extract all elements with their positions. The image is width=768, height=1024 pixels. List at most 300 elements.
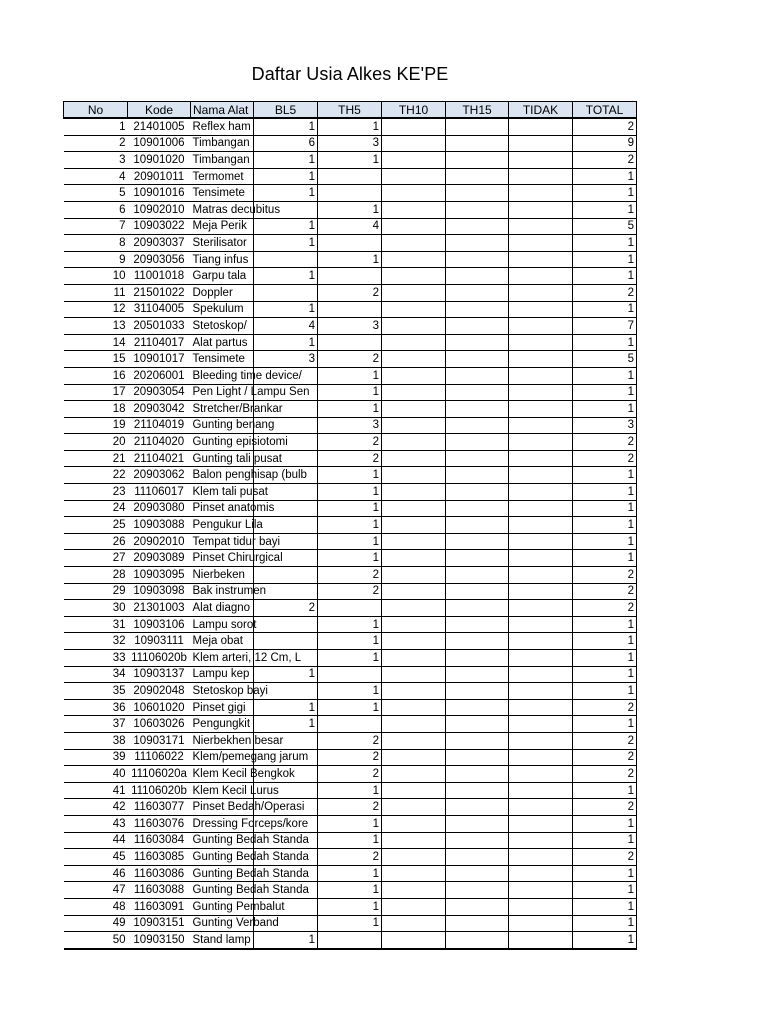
cell-th5[interactable]: 1 xyxy=(318,484,382,501)
cell-th5[interactable]: 1 xyxy=(318,251,382,268)
cell-nama-alat[interactable]: Bak instrumen xyxy=(191,583,254,600)
cell-nama-alat[interactable]: Pinset Chirurgical xyxy=(191,550,254,567)
cell-th15[interactable] xyxy=(446,467,509,484)
cell-nama-alat[interactable]: Klem Kecil Lurus xyxy=(191,782,254,799)
cell-th10[interactable] xyxy=(382,533,446,550)
cell-tidak[interactable] xyxy=(509,201,573,218)
cell-kode[interactable]: 20206001 xyxy=(128,367,191,384)
cell-kode[interactable]: 10901020 xyxy=(128,152,191,169)
cell-kode[interactable]: 10903137 xyxy=(128,666,191,683)
cell-kode[interactable]: 11603084 xyxy=(128,832,191,849)
cell-th15[interactable] xyxy=(446,932,509,949)
cell-th10[interactable] xyxy=(382,616,446,633)
cell-kode[interactable]: 10903098 xyxy=(128,583,191,600)
cell-tidak[interactable] xyxy=(509,533,573,550)
cell-th5[interactable]: 2 xyxy=(318,766,382,783)
cell-nama-alat[interactable]: Pengungkit xyxy=(191,716,254,733)
cell-total[interactable]: 2 xyxy=(573,434,637,451)
cell-bl5[interactable]: 1 xyxy=(254,716,318,733)
cell-kode[interactable]: 10903095 xyxy=(128,567,191,584)
cell-th10[interactable] xyxy=(382,716,446,733)
cell-th15[interactable] xyxy=(446,666,509,683)
cell-nama-alat[interactable]: Matras decubitus xyxy=(191,201,254,218)
cell-total[interactable]: 1 xyxy=(573,832,637,849)
cell-total[interactable]: 2 xyxy=(573,766,637,783)
cell-nama-alat[interactable]: Doppler xyxy=(191,284,254,301)
cell-nama-alat[interactable]: Gunting Pembalut xyxy=(191,898,254,915)
cell-no[interactable]: 26 xyxy=(64,533,128,550)
cell-kode[interactable]: 10903150 xyxy=(128,932,191,949)
cell-nama-alat[interactable]: Tensimete xyxy=(191,351,254,368)
cell-th15[interactable] xyxy=(446,434,509,451)
cell-no[interactable]: 34 xyxy=(64,666,128,683)
header-th5[interactable]: TH5 xyxy=(318,102,382,119)
cell-th15[interactable] xyxy=(446,284,509,301)
cell-nama-alat[interactable]: Klem tali pusat xyxy=(191,484,254,501)
cell-tidak[interactable] xyxy=(509,716,573,733)
cell-th5[interactable]: 1 xyxy=(318,384,382,401)
cell-th10[interactable] xyxy=(382,168,446,185)
cell-tidak[interactable] xyxy=(509,616,573,633)
cell-tidak[interactable] xyxy=(509,799,573,816)
cell-total[interactable]: 1 xyxy=(573,915,637,932)
cell-nama-alat[interactable]: Tiang infus xyxy=(191,251,254,268)
cell-th5[interactable]: 1 xyxy=(318,683,382,700)
cell-total[interactable]: 2 xyxy=(573,583,637,600)
cell-th10[interactable] xyxy=(382,417,446,434)
cell-tidak[interactable] xyxy=(509,351,573,368)
cell-total[interactable]: 7 xyxy=(573,318,637,335)
cell-kode[interactable]: 20902048 xyxy=(128,683,191,700)
cell-total[interactable]: 1 xyxy=(573,782,637,799)
cell-total[interactable]: 1 xyxy=(573,334,637,351)
cell-total[interactable]: 1 xyxy=(573,815,637,832)
cell-kode[interactable]: 11106020b xyxy=(128,650,191,667)
cell-no[interactable]: 15 xyxy=(64,351,128,368)
cell-th10[interactable] xyxy=(382,401,446,418)
cell-th15[interactable] xyxy=(446,168,509,185)
cell-tidak[interactable] xyxy=(509,517,573,534)
cell-th10[interactable] xyxy=(382,301,446,318)
cell-nama-alat[interactable]: Stetoskop bayi xyxy=(191,683,254,700)
cell-th15[interactable] xyxy=(446,118,509,135)
cell-th10[interactable] xyxy=(382,600,446,617)
cell-th15[interactable] xyxy=(446,799,509,816)
cell-th10[interactable] xyxy=(382,434,446,451)
cell-th5[interactable]: 1 xyxy=(318,915,382,932)
cell-tidak[interactable] xyxy=(509,251,573,268)
cell-nama-alat[interactable]: Dressing Forceps/kore xyxy=(191,815,254,832)
cell-no[interactable]: 24 xyxy=(64,500,128,517)
cell-bl5[interactable]: 1 xyxy=(254,185,318,202)
cell-th10[interactable] xyxy=(382,135,446,152)
cell-bl5[interactable]: 1 xyxy=(254,666,318,683)
cell-tidak[interactable] xyxy=(509,666,573,683)
cell-total[interactable]: 1 xyxy=(573,633,637,650)
cell-th15[interactable] xyxy=(446,567,509,584)
cell-no[interactable]: 42 xyxy=(64,799,128,816)
cell-tidak[interactable] xyxy=(509,699,573,716)
cell-nama-alat[interactable]: Spekulum xyxy=(191,301,254,318)
cell-th5[interactable]: 2 xyxy=(318,567,382,584)
cell-nama-alat[interactable]: Meja obat xyxy=(191,633,254,650)
cell-kode[interactable]: 20903089 xyxy=(128,550,191,567)
cell-kode[interactable]: 20501033 xyxy=(128,318,191,335)
cell-th10[interactable] xyxy=(382,201,446,218)
cell-th10[interactable] xyxy=(382,666,446,683)
cell-no[interactable]: 43 xyxy=(64,815,128,832)
cell-kode[interactable]: 21104021 xyxy=(128,450,191,467)
cell-th5[interactable]: 2 xyxy=(318,749,382,766)
cell-total[interactable]: 1 xyxy=(573,401,637,418)
cell-no[interactable]: 48 xyxy=(64,898,128,915)
cell-th5[interactable]: 3 xyxy=(318,135,382,152)
cell-tidak[interactable] xyxy=(509,500,573,517)
cell-no[interactable]: 16 xyxy=(64,367,128,384)
cell-th10[interactable] xyxy=(382,932,446,949)
cell-th10[interactable] xyxy=(382,251,446,268)
cell-total[interactable]: 1 xyxy=(573,898,637,915)
cell-tidak[interactable] xyxy=(509,401,573,418)
cell-kode[interactable]: 31104005 xyxy=(128,301,191,318)
cell-th5[interactable]: 1 xyxy=(318,201,382,218)
cell-kode[interactable]: 11603088 xyxy=(128,882,191,899)
cell-th15[interactable] xyxy=(446,782,509,799)
cell-total[interactable]: 2 xyxy=(573,118,637,135)
cell-th5[interactable]: 1 xyxy=(318,815,382,832)
cell-th10[interactable] xyxy=(382,450,446,467)
cell-no[interactable]: 21 xyxy=(64,450,128,467)
cell-total[interactable]: 1 xyxy=(573,666,637,683)
cell-th10[interactable] xyxy=(382,118,446,135)
cell-total[interactable]: 2 xyxy=(573,732,637,749)
cell-no[interactable]: 4 xyxy=(64,168,128,185)
cell-tidak[interactable] xyxy=(509,600,573,617)
cell-nama-alat[interactable]: Pinset Bedah/Operasi xyxy=(191,799,254,816)
cell-total[interactable]: 1 xyxy=(573,168,637,185)
cell-th10[interactable] xyxy=(382,334,446,351)
cell-th10[interactable] xyxy=(382,268,446,285)
cell-th15[interactable] xyxy=(446,650,509,667)
cell-kode[interactable]: 11106022 xyxy=(128,749,191,766)
cell-tidak[interactable] xyxy=(509,168,573,185)
cell-th15[interactable] xyxy=(446,517,509,534)
cell-th15[interactable] xyxy=(446,235,509,252)
cell-bl5[interactable] xyxy=(254,517,318,534)
cell-nama-alat[interactable]: Tensimete xyxy=(191,185,254,202)
cell-no[interactable]: 6 xyxy=(64,201,128,218)
cell-tidak[interactable] xyxy=(509,318,573,335)
cell-th5[interactable]: 2 xyxy=(318,799,382,816)
cell-th10[interactable] xyxy=(382,749,446,766)
header-nama-alat[interactable]: Nama Alat xyxy=(191,102,254,119)
cell-th5[interactable]: 3 xyxy=(318,417,382,434)
cell-kode[interactable]: 21104020 xyxy=(128,434,191,451)
cell-th10[interactable] xyxy=(382,699,446,716)
cell-th10[interactable] xyxy=(382,898,446,915)
cell-th15[interactable] xyxy=(446,865,509,882)
cell-nama-alat[interactable]: Garpu tala xyxy=(191,268,254,285)
cell-kode[interactable]: 10903022 xyxy=(128,218,191,235)
cell-no[interactable]: 37 xyxy=(64,716,128,733)
cell-tidak[interactable] xyxy=(509,268,573,285)
cell-no[interactable]: 31 xyxy=(64,616,128,633)
cell-no[interactable]: 47 xyxy=(64,882,128,899)
cell-th10[interactable] xyxy=(382,284,446,301)
cell-no[interactable]: 32 xyxy=(64,633,128,650)
cell-bl5[interactable] xyxy=(254,284,318,301)
header-total[interactable]: TOTAL xyxy=(573,102,637,119)
cell-th5[interactable] xyxy=(318,600,382,617)
cell-bl5[interactable]: 1 xyxy=(254,268,318,285)
cell-no[interactable]: 14 xyxy=(64,334,128,351)
cell-bl5[interactable]: 1 xyxy=(254,118,318,135)
cell-kode[interactable]: 10902010 xyxy=(128,201,191,218)
cell-no[interactable]: 13 xyxy=(64,318,128,335)
cell-tidak[interactable] xyxy=(509,417,573,434)
cell-kode[interactable]: 21104019 xyxy=(128,417,191,434)
cell-tidak[interactable] xyxy=(509,185,573,202)
cell-kode[interactable]: 21104017 xyxy=(128,334,191,351)
cell-th15[interactable] xyxy=(446,633,509,650)
header-bl5[interactable]: BL5 xyxy=(254,102,318,119)
cell-no[interactable]: 8 xyxy=(64,235,128,252)
cell-th15[interactable] xyxy=(446,268,509,285)
cell-kode[interactable]: 10603026 xyxy=(128,716,191,733)
cell-total[interactable]: 1 xyxy=(573,533,637,550)
cell-kode[interactable]: 20903056 xyxy=(128,251,191,268)
cell-th5[interactable]: 2 xyxy=(318,434,382,451)
cell-th15[interactable] xyxy=(446,915,509,932)
cell-th5[interactable]: 1 xyxy=(318,533,382,550)
cell-total[interactable]: 2 xyxy=(573,567,637,584)
cell-total[interactable]: 2 xyxy=(573,749,637,766)
cell-th10[interactable] xyxy=(382,849,446,866)
cell-th10[interactable] xyxy=(382,550,446,567)
cell-th5[interactable]: 1 xyxy=(318,550,382,567)
cell-nama-alat[interactable]: Alat partus xyxy=(191,334,254,351)
cell-th15[interactable] xyxy=(446,301,509,318)
cell-nama-alat[interactable]: Pen Light / Lampu Sen xyxy=(191,384,254,401)
cell-th10[interactable] xyxy=(382,583,446,600)
cell-th10[interactable] xyxy=(382,915,446,932)
header-th10[interactable]: TH10 xyxy=(382,102,446,119)
cell-nama-alat[interactable]: Stetoskop/ xyxy=(191,318,254,335)
cell-th5[interactable] xyxy=(318,334,382,351)
cell-total[interactable]: 1 xyxy=(573,235,637,252)
cell-total[interactable]: 1 xyxy=(573,650,637,667)
cell-total[interactable]: 2 xyxy=(573,600,637,617)
cell-bl5[interactable]: 1 xyxy=(254,235,318,252)
cell-total[interactable]: 2 xyxy=(573,450,637,467)
cell-tidak[interactable] xyxy=(509,484,573,501)
cell-tidak[interactable] xyxy=(509,650,573,667)
cell-nama-alat[interactable]: Tempat tidur bayi xyxy=(191,533,254,550)
cell-th5[interactable] xyxy=(318,168,382,185)
cell-nama-alat[interactable]: Gunting benang xyxy=(191,417,254,434)
cell-tidak[interactable] xyxy=(509,932,573,949)
cell-total[interactable]: 1 xyxy=(573,467,637,484)
cell-no[interactable]: 12 xyxy=(64,301,128,318)
cell-nama-alat[interactable]: Pinset gigi xyxy=(191,699,254,716)
cell-th5[interactable] xyxy=(318,268,382,285)
cell-total[interactable]: 1 xyxy=(573,616,637,633)
cell-th5[interactable]: 1 xyxy=(318,782,382,799)
cell-no[interactable]: 25 xyxy=(64,517,128,534)
cell-nama-alat[interactable]: Stand lamp xyxy=(191,932,254,949)
cell-th5[interactable]: 1 xyxy=(318,500,382,517)
cell-tidak[interactable] xyxy=(509,898,573,915)
cell-tidak[interactable] xyxy=(509,849,573,866)
cell-kode[interactable]: 11603086 xyxy=(128,865,191,882)
cell-bl5[interactable] xyxy=(254,251,318,268)
cell-total[interactable]: 1 xyxy=(573,251,637,268)
header-th15[interactable]: TH15 xyxy=(446,102,509,119)
cell-kode[interactable]: 10903171 xyxy=(128,732,191,749)
cell-total[interactable]: 1 xyxy=(573,484,637,501)
cell-tidak[interactable] xyxy=(509,583,573,600)
cell-no[interactable]: 44 xyxy=(64,832,128,849)
cell-kode[interactable]: 11603077 xyxy=(128,799,191,816)
cell-th10[interactable] xyxy=(382,318,446,335)
cell-kode[interactable]: 20903054 xyxy=(128,384,191,401)
cell-no[interactable]: 50 xyxy=(64,932,128,949)
cell-th5[interactable]: 1 xyxy=(318,865,382,882)
cell-th10[interactable] xyxy=(382,484,446,501)
cell-no[interactable]: 35 xyxy=(64,683,128,700)
cell-th15[interactable] xyxy=(446,583,509,600)
cell-kode[interactable]: 11603085 xyxy=(128,849,191,866)
cell-no[interactable]: 17 xyxy=(64,384,128,401)
cell-kode[interactable]: 21301003 xyxy=(128,600,191,617)
cell-bl5[interactable]: 6 xyxy=(254,135,318,152)
cell-th5[interactable]: 2 xyxy=(318,583,382,600)
cell-total[interactable]: 1 xyxy=(573,865,637,882)
cell-no[interactable]: 49 xyxy=(64,915,128,932)
cell-th15[interactable] xyxy=(446,450,509,467)
cell-th10[interactable] xyxy=(382,766,446,783)
cell-th15[interactable] xyxy=(446,766,509,783)
cell-th10[interactable] xyxy=(382,799,446,816)
cell-total[interactable]: 1 xyxy=(573,268,637,285)
cell-th5[interactable]: 1 xyxy=(318,898,382,915)
cell-kode[interactable]: 20903062 xyxy=(128,467,191,484)
header-tidak[interactable]: TIDAK xyxy=(509,102,573,119)
cell-nama-alat[interactable]: Nierbekhen besar xyxy=(191,732,254,749)
cell-th15[interactable] xyxy=(446,616,509,633)
cell-tidak[interactable] xyxy=(509,633,573,650)
cell-th15[interactable] xyxy=(446,251,509,268)
cell-th10[interactable] xyxy=(382,782,446,799)
cell-tidak[interactable] xyxy=(509,782,573,799)
cell-th10[interactable] xyxy=(382,185,446,202)
cell-tidak[interactable] xyxy=(509,218,573,235)
cell-kode[interactable]: 10903151 xyxy=(128,915,191,932)
cell-th10[interactable] xyxy=(382,865,446,882)
cell-th15[interactable] xyxy=(446,849,509,866)
cell-th10[interactable] xyxy=(382,567,446,584)
cell-th5[interactable]: 2 xyxy=(318,732,382,749)
cell-no[interactable]: 29 xyxy=(64,583,128,600)
cell-no[interactable]: 9 xyxy=(64,251,128,268)
cell-kode[interactable]: 11001018 xyxy=(128,268,191,285)
cell-no[interactable]: 3 xyxy=(64,152,128,169)
cell-total[interactable]: 5 xyxy=(573,218,637,235)
cell-no[interactable]: 40 xyxy=(64,766,128,783)
cell-total[interactable]: 1 xyxy=(573,185,637,202)
cell-total[interactable]: 2 xyxy=(573,152,637,169)
cell-bl5[interactable]: 3 xyxy=(254,351,318,368)
cell-th10[interactable] xyxy=(382,351,446,368)
cell-no[interactable]: 33 xyxy=(64,650,128,667)
cell-total[interactable]: 1 xyxy=(573,517,637,534)
cell-nama-alat[interactable]: Meja Perik xyxy=(191,218,254,235)
cell-tidak[interactable] xyxy=(509,766,573,783)
cell-th5[interactable] xyxy=(318,932,382,949)
cell-nama-alat[interactable]: Gunting episiotomi xyxy=(191,434,254,451)
cell-th10[interactable] xyxy=(382,683,446,700)
cell-tidak[interactable] xyxy=(509,683,573,700)
header-no[interactable]: No xyxy=(64,102,128,119)
cell-tidak[interactable] xyxy=(509,865,573,882)
cell-no[interactable]: 41 xyxy=(64,782,128,799)
cell-nama-alat[interactable]: Balon penghisap (bulb xyxy=(191,467,254,484)
cell-tidak[interactable] xyxy=(509,384,573,401)
cell-th15[interactable] xyxy=(446,533,509,550)
cell-bl5[interactable] xyxy=(254,616,318,633)
cell-nama-alat[interactable]: Klem/pemegang jarum xyxy=(191,749,254,766)
cell-no[interactable]: 45 xyxy=(64,849,128,866)
cell-total[interactable]: 1 xyxy=(573,201,637,218)
cell-tidak[interactable] xyxy=(509,135,573,152)
cell-tidak[interactable] xyxy=(509,882,573,899)
cell-kode[interactable]: 11106017 xyxy=(128,484,191,501)
cell-th15[interactable] xyxy=(446,417,509,434)
cell-th15[interactable] xyxy=(446,683,509,700)
cell-nama-alat[interactable]: Termomet xyxy=(191,168,254,185)
cell-th5[interactable]: 1 xyxy=(318,882,382,899)
cell-th5[interactable]: 2 xyxy=(318,849,382,866)
cell-nama-alat[interactable]: Timbangan xyxy=(191,152,254,169)
cell-total[interactable]: 3 xyxy=(573,417,637,434)
cell-kode[interactable]: 21501022 xyxy=(128,284,191,301)
cell-th15[interactable] xyxy=(446,351,509,368)
cell-nama-alat[interactable]: Timbangan xyxy=(191,135,254,152)
cell-th10[interactable] xyxy=(382,218,446,235)
cell-th5[interactable]: 1 xyxy=(318,699,382,716)
cell-total[interactable]: 2 xyxy=(573,799,637,816)
cell-th5[interactable]: 1 xyxy=(318,517,382,534)
cell-nama-alat[interactable]: Gunting Bedah Standa xyxy=(191,849,254,866)
cell-nama-alat[interactable]: Pinset anatomis xyxy=(191,500,254,517)
cell-bl5[interactable]: 1 xyxy=(254,218,318,235)
cell-tidak[interactable] xyxy=(509,152,573,169)
cell-nama-alat[interactable]: Gunting tali pusat xyxy=(191,450,254,467)
cell-no[interactable]: 20 xyxy=(64,434,128,451)
cell-tidak[interactable] xyxy=(509,567,573,584)
cell-bl5[interactable]: 1 xyxy=(254,168,318,185)
cell-th5[interactable]: 1 xyxy=(318,367,382,384)
cell-kode[interactable]: 20903080 xyxy=(128,500,191,517)
cell-kode[interactable]: 21401005 xyxy=(128,118,191,135)
cell-th15[interactable] xyxy=(446,699,509,716)
cell-th10[interactable] xyxy=(382,650,446,667)
cell-total[interactable]: 9 xyxy=(573,135,637,152)
cell-kode[interactable]: 20903042 xyxy=(128,401,191,418)
cell-th5[interactable] xyxy=(318,301,382,318)
cell-th15[interactable] xyxy=(446,500,509,517)
cell-th15[interactable] xyxy=(446,749,509,766)
